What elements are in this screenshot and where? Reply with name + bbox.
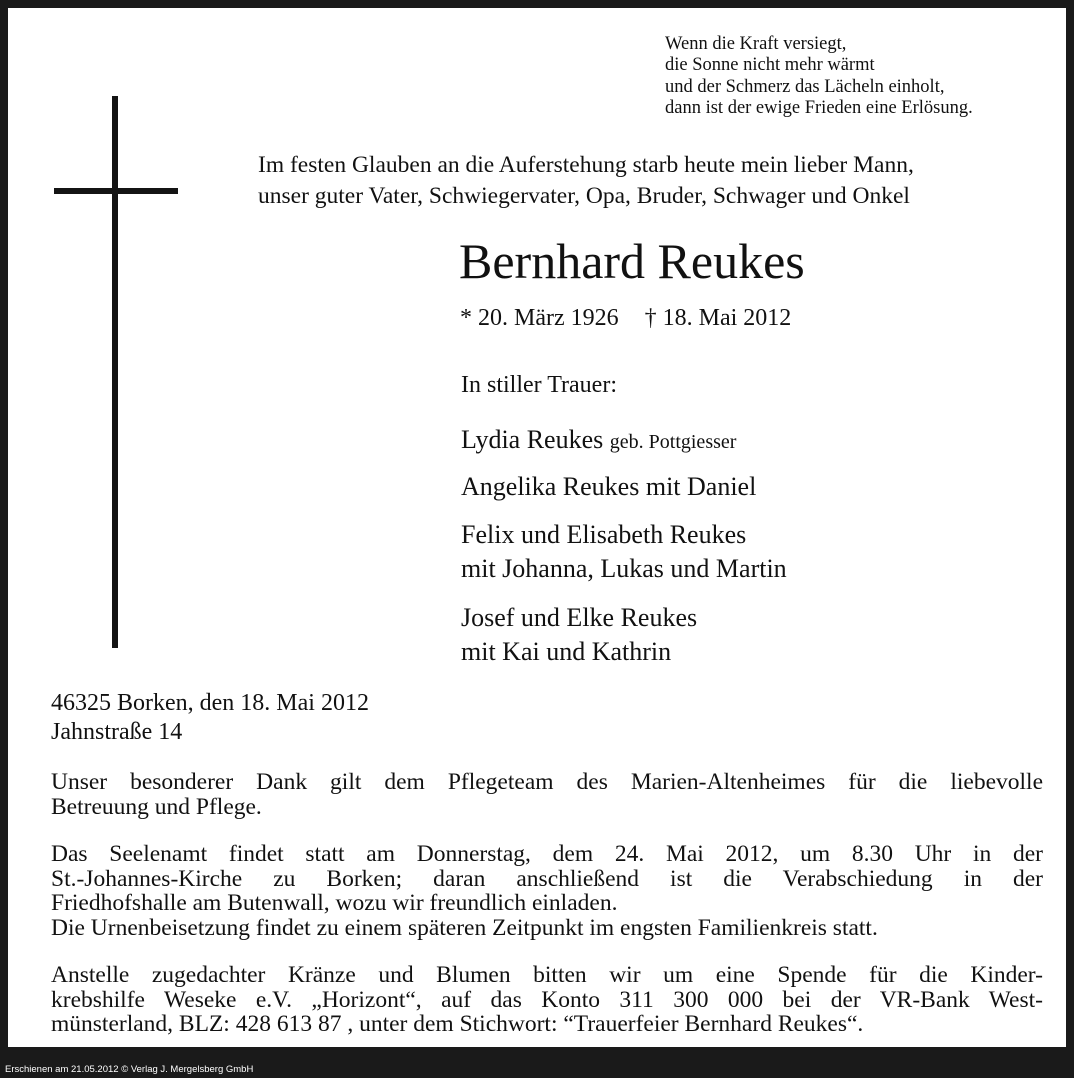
intro-line: unser guter Vater, Schwiegervater, Opa, Bruder, Schwager und Onkel [258,183,910,209]
service-line: Friedhofshalle am Butenwall, wozu wir freundlich einladen. [51,890,618,916]
family-line: mit Johanna, Lukas und Martin [461,554,787,583]
service-line: Das Seelenamt findet statt am Donnerstag, dem 24. Mai 2012, um 8.30 Uhr in der [51,841,1043,867]
cross-vertical-bar [112,96,118,648]
donation-line: münsterland, BLZ: 428 613 87 , unter dem Stichwort: “Trauerfeier Bernhard Reukes“. [51,1011,864,1037]
address-block [51,689,369,747]
poem-line: und der Schmerz das Lächeln einholt, [665,76,945,97]
service-line: St.-Johannes-Kirche zu Borken; daran anschließend ist die Verabschiedung in der [51,865,1043,892]
place-date: 46325 Borken, den 18. Mai 2012 [51,690,369,716]
birth-date: * 20. März 1926 [460,305,619,331]
family-line: Josef und Elke Reukes [461,603,698,632]
poem-line: dann ist der ewige Frieden eine Erlösung. [665,97,973,118]
wife-name: Lydia Reukes [461,425,604,454]
life-dates [460,303,791,333]
footer-bar [0,1055,1074,1078]
wife-maiden-name: geb. Pottgiesser [609,431,737,453]
thanks-paragraph [51,770,1043,819]
intro-line: Im festen Glauben an die Auferstehung starb heute mein lieber Mann, [258,152,914,178]
street: Jahnstraße 14 [51,719,183,745]
death-date: † 18. Mai 2012 [644,305,792,331]
thanks-line: Unser besonderer Dank gilt dem Pflegeteam des Marien-Altenheimes für die liebevolle [51,769,1043,795]
service-paragraph [51,842,1043,940]
thanks-line: Betreuung und Pflege. [51,793,262,820]
poem-line: die Sonne nicht mehr wärmt [665,55,875,76]
poem-line: Wenn die Kraft versiegt, [665,34,847,54]
deceased-name: Bernhard Reukes [459,233,805,289]
service-line: Die Urnenbeisetzung findet zu einem späteren Zeitpunkt im engsten Familienkreis statt. [51,914,878,941]
family-line: mit Kai und Kathrin [461,637,672,666]
mourning-label: In stiller Trauer: [461,372,617,398]
donation-paragraph [51,963,1043,1037]
family-group-son-felix [461,518,787,586]
poem [665,34,973,119]
family-group-son-josef [461,601,697,669]
family-line: Felix und Elisabeth Reukes [461,520,747,549]
family-group-wife [461,423,736,459]
intro-text [258,150,914,212]
publication-note: Erschienen am 21.05.2012 © Verlag J. Mergelsberg GmbH [5,1064,254,1075]
cross-horizontal-bar [54,188,178,194]
family-line: Angelika Reukes mit Daniel [461,472,757,501]
family-group-daughter [461,470,756,504]
donation-line: krebshilfe Weseke e.V. „Horizont“, auf das Konto 311 300 000 bei der VR-Bank West- [51,986,1043,1013]
donation-line: Anstelle zugedachter Kränze und Blumen bitten wir um eine Spende für die Kinder- [51,962,1043,988]
